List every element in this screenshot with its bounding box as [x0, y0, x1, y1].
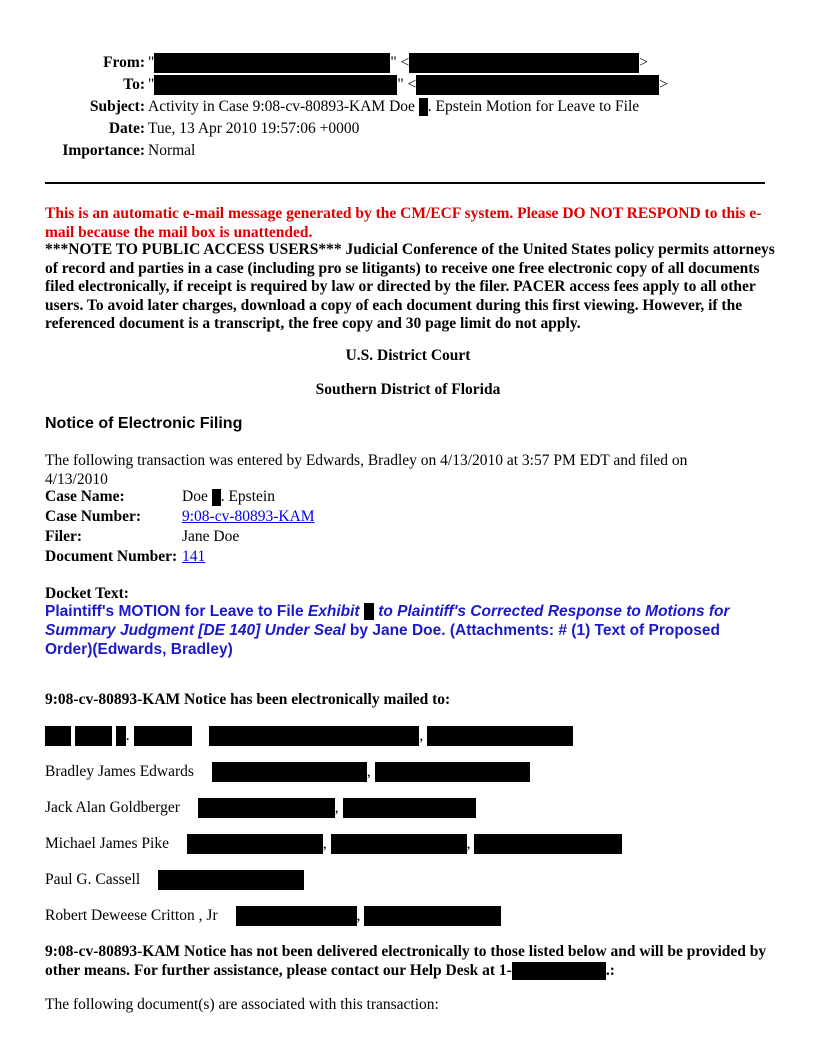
case-name-value: Doe . Epstein [182, 488, 275, 505]
case-number-link[interactable]: 9:08-cv-80893-KAM [182, 508, 315, 525]
district-name: Southern District of Florida [315, 381, 501, 398]
docket-text: Plaintiff's MOTION for Leave to File Exhibit to Plaintiff's Corrected Response to Motions for Summary Judgment [DE 140] Under Seal by Jane Doe. (Attachments: # (1) Text of Proposed Order)(Edwards, Bradley) [45, 603, 730, 658]
redaction [474, 834, 622, 854]
docket-label: Docket Text: [45, 585, 129, 602]
redaction [419, 98, 428, 116]
filer-label: Filer: [45, 528, 83, 545]
recipient-row: Michael James Pike , , [45, 833, 622, 855]
filer-value: Jane Doe [182, 528, 240, 545]
case-number-label: Case Number: [45, 508, 141, 525]
redaction [364, 603, 374, 620]
subject-value: Activity in Case 9:08-cv-80893-KAM Doe . Epstein Motion for Leave to File [148, 98, 640, 115]
date-row [0, 118, 145, 140]
case-info-table [45, 487, 317, 567]
redaction [427, 726, 573, 746]
filer-row [45, 527, 317, 547]
date-label: Date: [108, 120, 145, 137]
redaction [512, 962, 606, 980]
redaction [343, 798, 476, 818]
auto-notice: This is an automatic e-mail message generated by the CM/ECF system. Please DO NOT RESPOND to this e-mail because the mail box is unattended. [45, 205, 762, 241]
recipient-name: Michael James Pike [45, 835, 169, 852]
redaction [375, 762, 530, 782]
redaction [187, 834, 323, 854]
subject-row [0, 96, 145, 118]
redaction [416, 75, 659, 95]
case-name-row [45, 487, 317, 507]
redaction [45, 726, 71, 746]
redaction [209, 726, 419, 746]
redaction [409, 53, 639, 73]
recipient-row: Robert Deweese Critton , Jr , [45, 905, 501, 927]
subject-label: Subject: [89, 98, 145, 115]
date-value: Tue, 13 Apr 2010 19:57:06 +0000 [148, 120, 360, 137]
redaction [364, 906, 501, 926]
case-number-row [45, 507, 317, 527]
redaction [236, 906, 357, 926]
redaction [75, 726, 112, 746]
case-name-label: Case Name: [45, 488, 125, 505]
redaction [158, 870, 304, 890]
document-number-link[interactable]: 141 [182, 548, 206, 565]
redaction [331, 834, 467, 854]
to-label: To: [123, 76, 145, 93]
from-label: From: [103, 54, 145, 71]
importance-row [0, 140, 145, 162]
to-value: " " < > [148, 74, 668, 96]
recipient-name: Bradley James Edwards [45, 763, 194, 780]
importance-value: Normal [148, 142, 196, 159]
documents-associated-text: The following document(s) are associated with this transaction: [45, 996, 439, 1013]
court-name: U.S. District Court [345, 347, 471, 364]
from-row [0, 52, 145, 74]
transaction-text: The following transaction was entered by Edwards, Bradley on 4/13/2010 at 3:57 PM EDT and filed on 4/13/2010 [45, 452, 688, 488]
redaction [198, 798, 335, 818]
recipient-name: Paul G. Cassell [45, 871, 141, 888]
not-delivered-notice: 9:08-cv-80893-KAM Notice has not been delivered electronically to those listed below and will be provided by other means. For further assistance, please contact our Help Desk at 1- .: [45, 943, 767, 979]
mailed-heading: 9:08-cv-80893-KAM Notice has been electronically mailed to: [45, 691, 451, 708]
recipient-row: . , [45, 725, 573, 747]
redaction [134, 726, 192, 746]
redaction [116, 726, 126, 746]
recipient-name: Jack Alan Goldberger [45, 799, 180, 816]
document-number-label: Document Number: [45, 548, 178, 565]
document-number-row [45, 547, 317, 567]
recipient-row: Jack Alan Goldberger , [45, 797, 476, 819]
public-access-note: ***NOTE TO PUBLIC ACCESS USERS*** Judicial Conference of the United States policy permits attorneys of record and parties in a case (including pro se litigants) to receive one free electronic copy of all documents filed electronically, if receipt is required by law or directed by the filer. PACER access fees apply to all other users. To avoid later charges, download a copy of each document during this first viewing. However, if the referenced document is a transcript, the free copy and 30 page limit do not apply. [45, 241, 775, 332]
recipient-row [45, 869, 304, 891]
to-row [0, 74, 145, 96]
importance-label: Importance: [62, 142, 145, 159]
redaction [154, 75, 397, 95]
header-divider [45, 182, 765, 184]
redaction [212, 489, 221, 506]
recipient-name: Robert Deweese Critton , Jr [45, 907, 218, 924]
recipient-row: Bradley James Edwards , [45, 761, 530, 783]
nef-title: Notice of Electronic Filing [45, 415, 243, 432]
redaction [212, 762, 367, 782]
from-value: " " < > [148, 52, 648, 74]
redaction [154, 53, 390, 73]
